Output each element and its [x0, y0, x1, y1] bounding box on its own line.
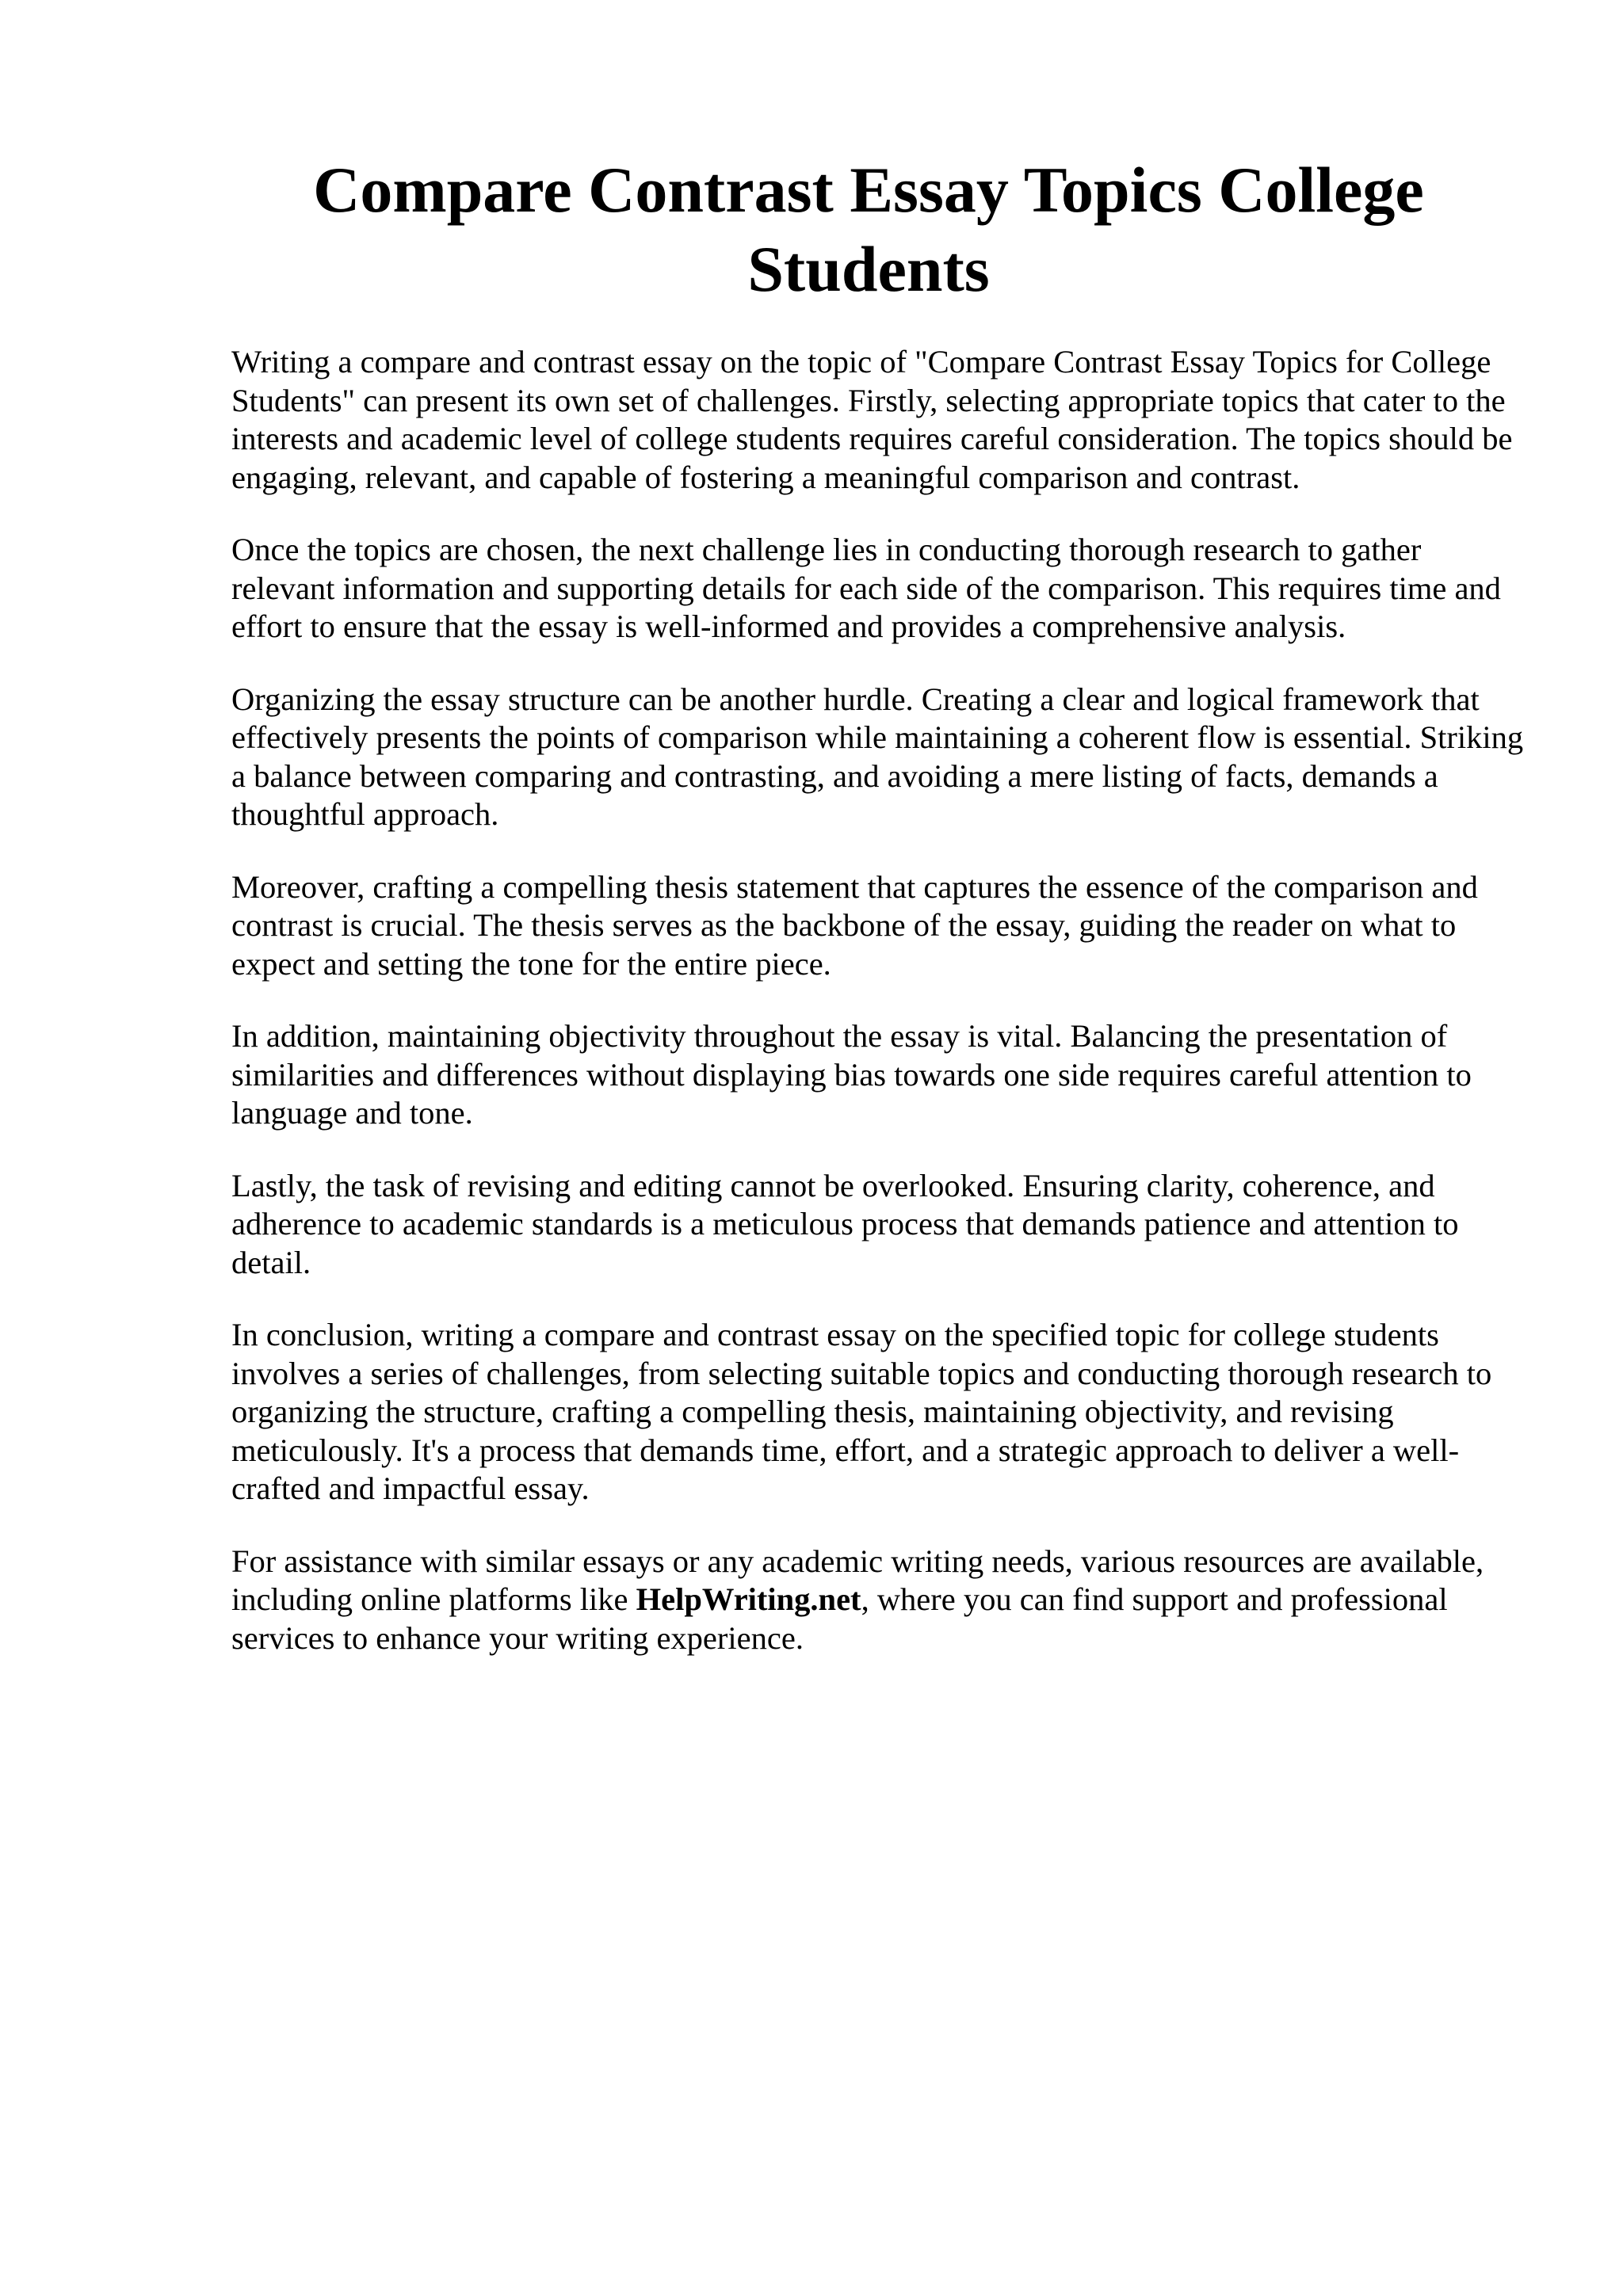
closing-text-after: , where you can find support and professional services to enhance your writing experience.: [231, 1581, 1448, 1656]
closing-text-before: For assistance with similar essays or any academic writing needs, various resources are available, including online platforms like: [231, 1543, 1484, 1617]
paragraph-intro: Writing a compare and contrast essay on the topic of "Compare Contrast Essay Topics for College Students" can present its own set of challenges. Firstly, selecting appropriate topics that cater to the interests and academic level of college students requires careful consideration. The topics should be engaging, relevant, and capable of fostering a meaningful comparison and contrast.: [231, 344, 1513, 495]
paragraph-objectivity: In addition, maintaining objectivity throughout the essay is vital. Balancing the presentation of similarities and differences without displaying bias towards one side requires careful attention to language and tone.: [231, 1018, 1472, 1131]
paragraph-research: Once the topics are chosen, the next challenge lies in conducting thorough research to gather relevant information and supporting details for each side of the comparison. This requires time and effort to ensure that the essay is well-informed and provides a comprehensive analysis.: [231, 532, 1501, 644]
paragraph-conclusion: In conclusion, writing a compare and contrast essay on the specified topic for college students involves a series of challenges, from selecting suitable topics and conducting thorough research to organizing the structure, crafting a compelling thesis, maintaining objectivity, and revising meticulously. It's a process that demands time, effort, and a strategic approach to deliver a well-crafted and impactful essay.: [231, 1317, 1492, 1506]
paragraph-structure: Organizing the essay structure can be another hurdle. Creating a clear and logical framework that effectively presents the points of comparison while maintaining a coherent flow is essential. Striking a balance between comparing and contrasting, and avoiding a mere listing of facts, demands a thoughtful approach.: [231, 681, 1524, 832]
document-title: Compare Contrast Essay Topics College Students: [313, 154, 1424, 305]
paragraph-closing: [231, 1543, 1531, 1658]
paragraph-revising: Lastly, the task of revising and editing cannot be overlooked. Ensuring clarity, coherence, and adherence to academic standards is a meticulous process that demands patience and attention to detail.: [231, 1167, 1459, 1280]
document-body: [231, 343, 1531, 1691]
helpwriting-link[interactable]: HelpWriting.net: [636, 1581, 861, 1617]
paragraph-thesis: Moreover, crafting a compelling thesis statement that captures the essence of the comparison and contrast is crucial. The thesis serves as the backbone of the essay, guiding the reader on what to expect and setting the tone for the entire piece.: [231, 868, 1478, 982]
